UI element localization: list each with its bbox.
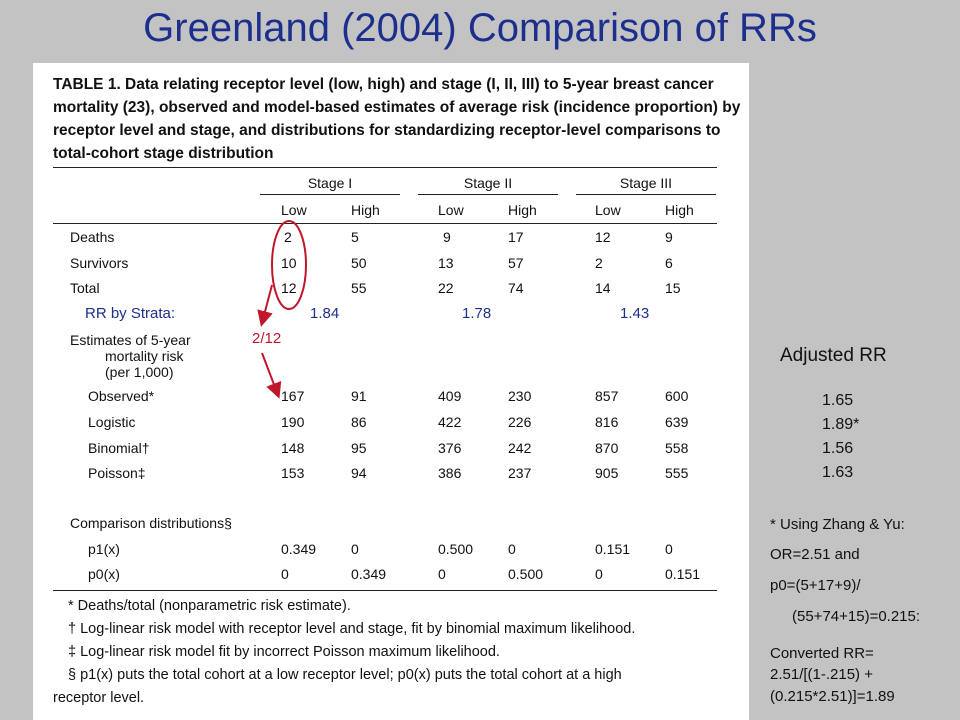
table-cell: 0.500 — [438, 541, 474, 557]
stage-header-2: Stage II — [463, 175, 513, 191]
conversion-note: (0.215*2.51)]=1.89 — [770, 688, 895, 705]
table-cell: 857 — [595, 388, 619, 404]
table-cell: 0 — [281, 566, 289, 582]
ratio-annotation: 2/12 — [252, 330, 282, 347]
table-cell: 13 — [438, 255, 454, 271]
table-cell: 409 — [438, 388, 462, 404]
table-cell: 5 — [351, 229, 359, 245]
footnote: † Log-linear risk model with receptor level and stage, fit by binomial maximum likelihood. — [68, 621, 636, 637]
table-cell: 600 — [665, 388, 689, 404]
table-cell: 17 — [508, 229, 524, 245]
stage-header-3: Stage III — [619, 175, 673, 191]
table-cell: 870 — [595, 440, 619, 456]
table-cell: 12 — [595, 229, 611, 245]
table-cell: 55 — [351, 280, 367, 296]
level-header: High — [508, 202, 537, 218]
table-cell: 153 — [281, 465, 305, 481]
table-cell: 242 — [508, 440, 532, 456]
table-cell: 15 — [665, 280, 681, 296]
table-cell: 6 — [665, 255, 673, 271]
table-cell: 9 — [443, 229, 451, 245]
table-cell: 0 — [508, 541, 516, 557]
estimates-label: (per 1,000) — [105, 364, 174, 380]
table-cell: 226 — [508, 414, 532, 430]
table-cell: 0.349 — [281, 541, 317, 557]
level-header: Low — [438, 202, 464, 218]
table-cell: 74 — [508, 280, 524, 296]
table-cell: 95 — [351, 440, 367, 456]
table-cell: 555 — [665, 465, 689, 481]
conversion-note: (55+74+15)=0.215: — [792, 608, 921, 625]
table-caption: TABLE 1. Data relating receptor level (low, high) and stage (I, II, III) to 5-year breast cancer mortality (23), observed and model-based estimates of average risk (incidence proportion) by receptor level and stage, and distributions for standardizing receptor-level comparisons to total-cohort stage distribution — [53, 76, 741, 162]
estimates-label: mortality risk — [105, 348, 184, 364]
table-cell: 167 — [281, 388, 305, 404]
conversion-note: 2.51/[(1-.215) + — [770, 666, 873, 683]
table-document — [33, 63, 749, 720]
table-cell: 422 — [438, 414, 462, 430]
adjusted-rr-value: 1.65 — [822, 392, 854, 409]
table-cell: 22 — [438, 280, 454, 296]
row-label: Survivors — [70, 255, 129, 271]
table-cell: 386 — [438, 465, 462, 481]
rr-strata-value: 1.43 — [620, 305, 650, 322]
rr-strata-value: 1.84 — [310, 305, 340, 322]
row-label: Total — [70, 280, 100, 296]
adjusted-rr-value: 1.63 — [822, 464, 854, 481]
row-label: Deaths — [70, 229, 115, 245]
table-top-rule — [53, 167, 717, 168]
conversion-note: Converted RR= — [770, 645, 874, 662]
level-header: High — [665, 202, 694, 218]
footnote: * Deaths/total (nonparametric risk estimate). — [68, 598, 351, 614]
row-label: Binomial† — [88, 440, 150, 456]
row-label: Poisson‡ — [88, 465, 146, 481]
row-label: Observed* — [88, 388, 155, 404]
adjusted-rr-title: Adjusted RR — [780, 345, 887, 366]
footnote: receptor level. — [53, 690, 145, 706]
footnote: § p1(x) puts the total cohort at a low receptor level; p0(x) puts the total cohort at a high — [68, 667, 622, 683]
row-label: p0(x) — [88, 566, 120, 582]
level-header: High — [351, 202, 380, 218]
table-cell: 148 — [281, 440, 305, 456]
table-cell: 237 — [508, 465, 532, 481]
conversion-note: OR=2.51 and — [770, 546, 860, 563]
table-cell: 2 — [284, 229, 292, 245]
slide-title: Greenland (2004) Comparison of RRs — [143, 6, 817, 50]
table-cell: 0 — [665, 541, 673, 557]
comparison-label: Comparison distributions§ — [70, 515, 232, 531]
table-cell: 57 — [508, 255, 524, 271]
table-cell: 0.500 — [508, 566, 544, 582]
adjusted-rr-value: 1.89* — [822, 416, 860, 433]
table-cell: 0.151 — [595, 541, 631, 557]
table-cell: 190 — [281, 414, 305, 430]
header-rule — [53, 223, 717, 224]
rr-strata-label: RR by Strata: — [85, 305, 176, 322]
footnote: ‡ Log-linear risk model fit by incorrect Poisson maximum likelihood. — [68, 644, 500, 660]
table-cell: 14 — [595, 280, 611, 296]
rr-strata-value: 1.78 — [462, 305, 492, 322]
table-cell: 905 — [595, 465, 619, 481]
stage-header-1: Stage I — [307, 175, 353, 191]
row-label: Logistic — [88, 414, 136, 430]
table-cell: 230 — [508, 388, 532, 404]
estimates-label: Estimates of 5-year — [70, 332, 191, 348]
table-cell: 0 — [438, 566, 446, 582]
table-cell: 639 — [665, 414, 689, 430]
table-cell: 558 — [665, 440, 689, 456]
table-cell: 0 — [595, 566, 603, 582]
stage-rule-1 — [260, 194, 400, 195]
table-cell: 816 — [595, 414, 619, 430]
conversion-note: p0=(5+17+9)/ — [770, 577, 861, 594]
stage-rule-3 — [576, 194, 716, 195]
level-header: Low — [281, 202, 307, 218]
adjusted-rr-value: 1.56 — [822, 440, 854, 457]
stage-rule-2 — [418, 194, 558, 195]
table-cell: 2 — [595, 255, 603, 271]
table-cell: 376 — [438, 440, 462, 456]
table-cell: 0.349 — [351, 566, 387, 582]
table-cell: 12 — [281, 280, 297, 296]
table-cell: 0.151 — [665, 566, 701, 582]
table-cell: 94 — [351, 465, 367, 481]
table-cell: 86 — [351, 414, 367, 430]
table-cell: 91 — [351, 388, 367, 404]
level-header: Low — [595, 202, 621, 218]
table-cell: 10 — [281, 255, 297, 271]
table-cell: 0 — [351, 541, 359, 557]
table-cell: 9 — [665, 229, 673, 245]
table-bottom-rule — [53, 590, 717, 591]
table-cell: 50 — [351, 255, 367, 271]
conversion-note: * Using Zhang & Yu: — [770, 516, 905, 533]
row-label: p1(x) — [88, 541, 120, 557]
